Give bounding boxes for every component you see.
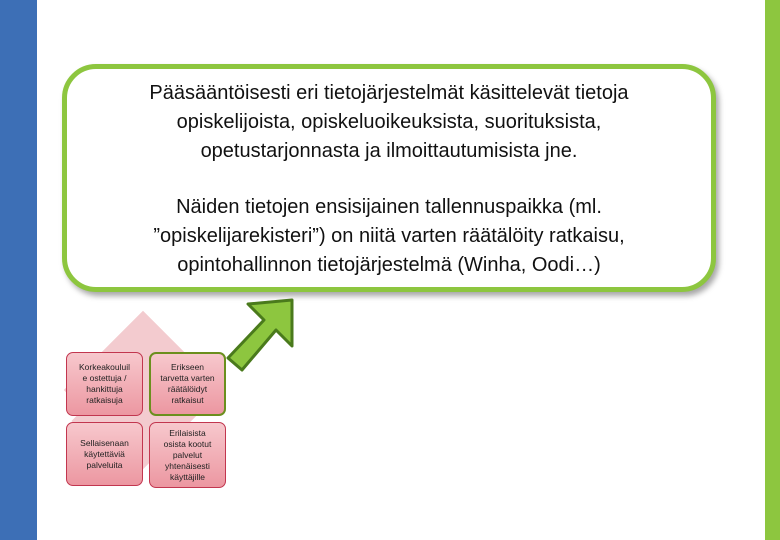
quadrant-ready-services: Sellaisenaan käytettäviä palveluita — [66, 422, 143, 486]
quadrant-composite-services: Erilaisista osista kootut palvelut yhtenäisesti käyttäjille — [149, 422, 226, 488]
callout-paragraph-1: Pääsääntöisesti eri tietojärjestelmät käsittelevät tietoja opiskelijoista, opiskeluoikeuksista, suorituksista, opetustarjonnasta ja ilmoittautumisista jne. — [149, 82, 629, 162]
right-accent-bar — [765, 0, 780, 540]
quadrant-purchased-solutions: Korkeakouluil e ostettuja / hankittuja ratkaisuja — [66, 352, 143, 416]
left-accent-bar — [0, 0, 37, 540]
callout-paragraph-2: Näiden tietojen ensisijainen tallennuspaikka (ml. ”opiskelijarekisteri”) on niitä varten räätälöity ratkaisu, opintohallinnon tietojärjestelmä (Winha, Oodi…) — [153, 196, 625, 276]
up-right-arrow-icon — [222, 296, 302, 376]
callout-box — [62, 64, 716, 292]
quadrant-custom-solutions: Erikseen tarvetta varten räätälöidyt ratkaisut — [149, 352, 226, 416]
